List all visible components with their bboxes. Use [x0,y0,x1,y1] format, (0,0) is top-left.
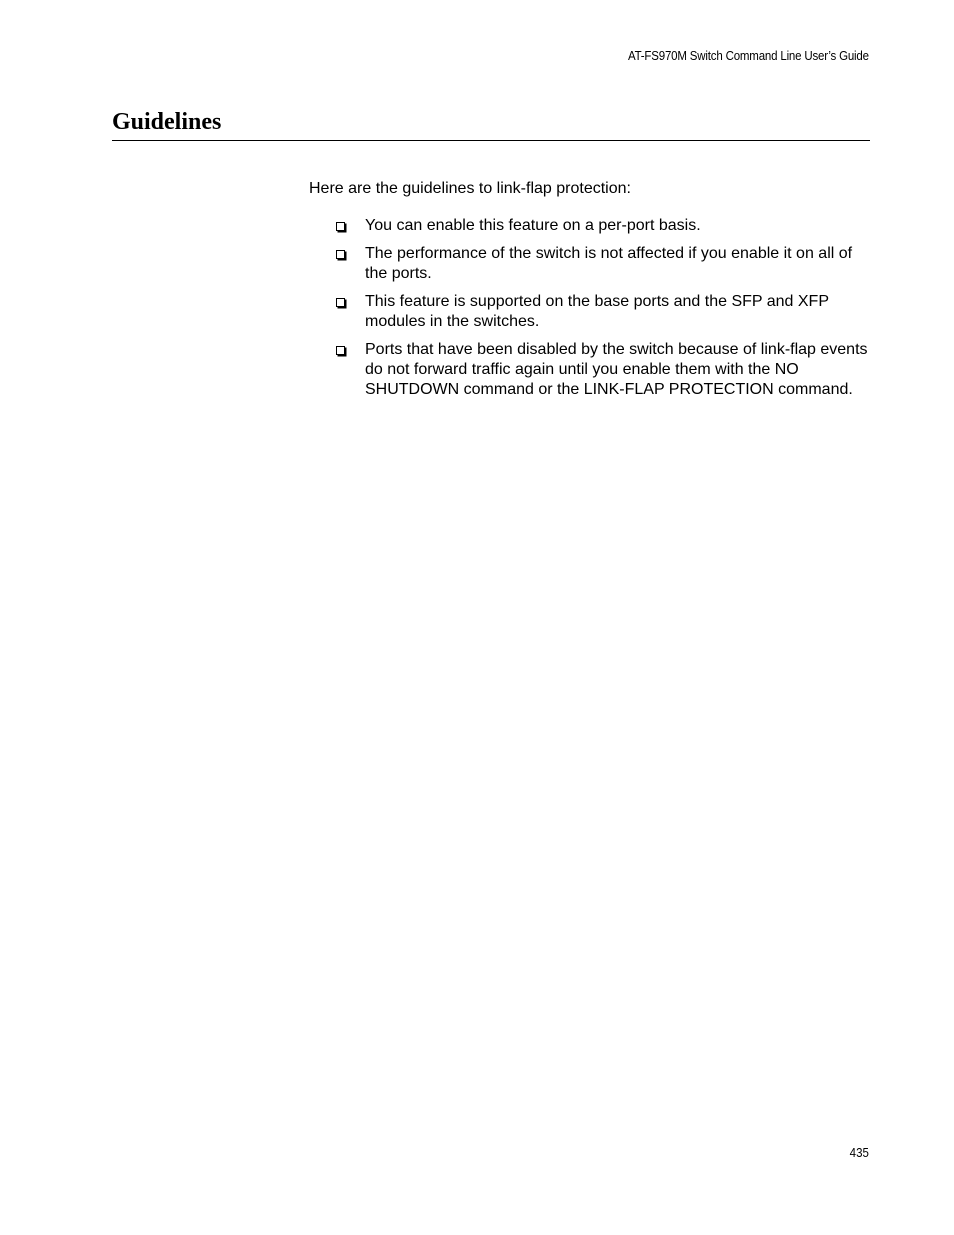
checkbox-bullet-icon [336,250,345,259]
list-item [336,216,876,236]
guidelines-list [336,216,876,408]
checkbox-bullet-icon [336,298,345,307]
running-header: AT-FS970M Switch Command Line User’s Guide [628,49,869,63]
list-item [336,292,876,332]
checkbox-bullet-icon [336,222,345,231]
intro-paragraph: Here are the guidelines to link-flap protection: [309,180,631,197]
title-divider [112,140,870,141]
checkbox-bullet-icon [336,346,345,355]
list-item-text: You can enable this feature on a per-port basis. [365,217,701,234]
list-item-text: The performance of the switch is not affected if you enable it on all of the ports. [365,245,853,282]
list-item [336,244,876,284]
list-item-text: This feature is supported on the base ports and the SFP and XFP modules in the switches. [365,293,829,330]
page-number: 435 [849,1146,869,1160]
list-item [336,340,876,400]
list-item-text: Ports that have been disabled by the switch because of link-flap events do not forward traffic again until you enable them with the NO SHUTDOWN command or the LINK-FLAP PROTECTION command. [365,341,868,398]
section-title: Guidelines [112,109,222,135]
